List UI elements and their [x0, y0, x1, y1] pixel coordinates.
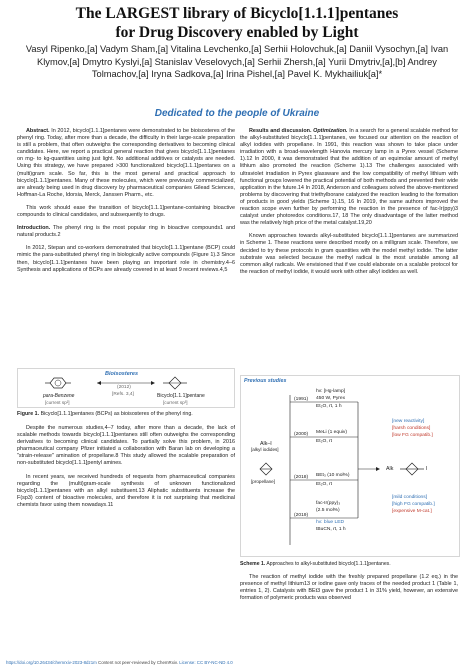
license-link[interactable]: License: CC BY-NC-ND 4.0 [179, 660, 233, 665]
optimization-heading: Optimization. [313, 128, 348, 134]
scheme-1-title: Previous studies [244, 378, 287, 384]
propellane-structure [260, 463, 272, 475]
abstract-heading: Abstract. [26, 128, 50, 134]
bcp-name: Bicyclo[1.1.1]pentane [157, 393, 205, 399]
tag-mild-conditions: [mild conditions] [392, 495, 428, 500]
year-1991: (1991) [294, 397, 309, 402]
page-footer [6, 660, 233, 665]
footer-note: Content not peer-reviewed by ChemRxiv. [98, 660, 178, 665]
conditions-2018-a: BEt₃ (10 mol%) [316, 473, 350, 478]
conditions-2019-b: (2.5 mol%) [316, 508, 340, 513]
product-iodide-label: I [426, 466, 428, 472]
author-list: Vasyl Ripenko,[a] Vadym Sham,[a] Vitalina Levchenko,[a] Serhii Holovchuk,[a] Daniil Vysochyn,[a] Ivan Klymov,[a] Dmytro Kyslyi,[a] Stanislav Veselovych,[a] Serhii Zhersh,[a] Yurii Dmytriv,[a],[b] Andrey Tolmachov,[a] Iryna Sadkova,[a] Irina Pishel,[a] Pavel K. Mykhailiuk[a]* [25, 44, 449, 79]
introduction-text: The phenyl ring is the most popular ring in bioactive compounds1 and natural products.2 [17, 225, 236, 239]
scheme-1 [240, 375, 460, 557]
benzene-ring [45, 378, 71, 388]
tag-high-fg-compat: [high FG compatib.] [392, 502, 435, 507]
conditions-2000-a: MeLi (1 equiv) [316, 430, 347, 435]
introduction-heading: Introduction. [17, 225, 51, 232]
bioisosteres-label: Bioisosteres [105, 371, 139, 377]
abstract-text: In 2012, bicyclo[1.1.1]pentanes were demonstrated to be bioisosteres of the phenyl ring. Today, after more than a decade, the difficulty in their large-scale preparation is still a problem, that often outweighs the corresponding derivatives to becoming clinical candidates. Here, we report a practical general reaction that gives bicyclo[1.1.1]pentanes on mg- to kg-quantities using just light. No additional additives or catalysts are needed. Using this strategy, we have prepared >300 functionalized bicyclo[1.1.1]pentanes on a (multi)gram scale. So far, this is the most general and practical approach to bicyclo[1.1.1]pentanes. Many of these molecules, which were previously commercialized, are already being used in drug discovery by pharmaceutical companies Gilead Sciences, Hoffman-La Roche, Idorsia, Merck, Janssen Pharm., etc. [17, 128, 236, 198]
tag-expensive-cat: [expensive M-cat.] [392, 509, 432, 514]
propellane-label: [propellane] [251, 479, 276, 484]
bcp-sp-label: [current sp³] [163, 399, 188, 405]
results-heading: Results and discussion. [249, 128, 312, 134]
benzene-name: para-Benzene [43, 393, 75, 399]
paper-title [30, 4, 444, 42]
year-2018: (2018) [294, 475, 309, 480]
dedication: Dedicated to the people of Ukraine [154, 108, 320, 119]
introduction-paragraph-2: In 2012, Stepan and co-workers demonstrated that bicyclo[1.1.1]pentane (BCP) could mimic the para-substituted phenyl ring in biologically active compounds (Figure 1).3 Since then, bicyclo[1.1.1]pentanes have been playing an important role in chemistry.4–6 Synthesis and applications of BCPs are already covered in at least 9 recent reviews.4,5 [17, 245, 235, 273]
scheme-1-caption: Scheme 1. Approaches to alkyl-substituted bicyclo[1.1.1]pentanes. [240, 561, 391, 567]
results-paragraph-3: The reaction of methyl iodide with the freshly prepared propellane (1.2 eq.) in the presence of methyl lithium13 or iodine gave only traces of the needed product 1 (Table 1, entries 1, 2). Catalysis with BEt3 gave the product 1 in 31% yield, however, an extensive formation of polymeric products was observed [240, 574, 458, 602]
right-column-lower [240, 574, 458, 608]
figure-1-refs: [Refs. 3,4] [112, 392, 134, 397]
right-column [240, 128, 458, 282]
figure-1-caption: Figure 1. Bicyclo[1.1.1]pentanes (BCPs) as bioisosteres of the phenyl ring. [17, 411, 193, 417]
alkyl-iodide-sub-label: [alkyl iodides] [251, 447, 279, 452]
conditions-1991-a: hν: [Hg-lamp] [316, 389, 346, 394]
results-paragraph-2: Known approaches towards alkyl-substituted bicyclo[1.1.1]pentanes are summarized in Scheme 1. These reactions were described mostly on a milligram scale. Therefore, we decided to try these protocols in gram quantities with the model methyl iodide. The latter substrate was selected because the methyl radical is the most unstable among all common alkyl radicals. We envisioned that if we could elaborate on a scalable protocol for the reaction of methyl iodide, it would work with other alkyl iodides as well. [240, 233, 458, 275]
bcp-cage [163, 377, 187, 389]
year-2000: (2000) [294, 432, 309, 437]
paragraph-requests: In recent years, we received hundreds of requests from pharmaceutical companies regarding the (multi)gram-scale synthesis of unknown functionalized bicyclo[1.1.1]pentanes with an alkyl substituent.13 Aliphatic substituents increase the F(sp3) content of bioactive molecules, and therefore it is not surprising that medicinal chemists favor using them nowadays.11 [17, 473, 235, 508]
tag-new-reactivity: [new reactivity] [392, 419, 425, 424]
conditions-1991-c: Et₂O, rt, 1 h [316, 404, 342, 409]
title-line-2: for Drug Discovery enabled by Light [115, 24, 359, 41]
results-paragraph-1: In a search for a general scalable method for the alkyl-substituted bicyclo[1.1.1]pentanes, we focused our attention on the reaction of alkyl iodides with propellane. In 1991, this reaction was shown to take place under irradiation with a broad-wavelength Hanovia mercury lamp in a Pyrex vessel (Scheme 1).12 In 2000, it was demonstrated that the addition of an equimolar amount of methyl lithium also promoted the reaction (Scheme 1).13 The challenges associated with ultraviolet irradiation in Pyrex glassware and the low compatibility of methyl lithium with functional groups lowered the practical potential of both methods and prevented their wide application in the future.14 In 2018, Anderson and colleagues solved the above-mentioned problems by discovering that triethylborane catalyzed the reaction leading to the formation of products in good yields (Scheme 1).15, 16 In 2019, the same authors improved the reaction scope even further by performing the reaction in the presence of fac-Ir(ppy)3 catalyst under photoredox conditions.17, 18 The only disadvantage of the latter method was the relatively high price of the metal catalyst.19,20 [240, 128, 459, 227]
tag-harsh-conditions: [harsh conditions] [392, 426, 431, 431]
figure-1-year: (2012) [117, 385, 131, 390]
tag-low-fg-compat: [low FG compatib.] [392, 433, 433, 438]
conditions-1991-b: 450 W, Pyrex [316, 395, 346, 401]
conditions-2019-c: hν: blue LED [316, 520, 345, 525]
conditions-2019-a: fac-Ir(ppy)₃ [316, 501, 341, 506]
conditions-2019-d: tBuCN, rt, 1 h [316, 527, 346, 532]
figure-1 [17, 368, 235, 408]
conditions-2018-b: Et₂O, rt [316, 482, 333, 487]
paragraph-scalability: Despite the numerous studies,4–7 today, after more than a decade, the lack of scalable methods towards bicyclo[1.1.1]pentanes still often outweighs the corresponding derivatives to becoming clinical candidates. To partially solve this problem, in 2016 pharmaceutical company Pfizer initiated a collaboration with Baran lab on developing a "strain-release" amination of propellane.8 This study allowed the scalable preparation of non-substituted bicyclo[1.1.1]pentyl amines. [17, 425, 235, 467]
year-2019: (2019) [294, 513, 309, 518]
benzene-sp-label: [current sp²] [45, 399, 70, 405]
doi-link[interactable]: https://doi.org/10.26434/chemrxiv-2023-8dz1m [6, 660, 97, 665]
left-column-lower [17, 425, 235, 515]
alkyl-iodide-label: Alk–I [260, 441, 272, 447]
conditions-2000-b: Et₂O, rt [316, 439, 333, 444]
product-alkyl-label: Alk [386, 466, 394, 472]
left-column [17, 128, 235, 280]
product-bcp-structure [400, 463, 424, 475]
abstract-paragraph-2: This work should ease the transition of bicyclo[1.1.1]pentane-containing bioactive compounds to clinical candidates, and subsequently to drugs. [17, 204, 235, 219]
title-line-1: The LARGEST library of Bicyclo[1.1.1]pentanes [75, 5, 399, 22]
